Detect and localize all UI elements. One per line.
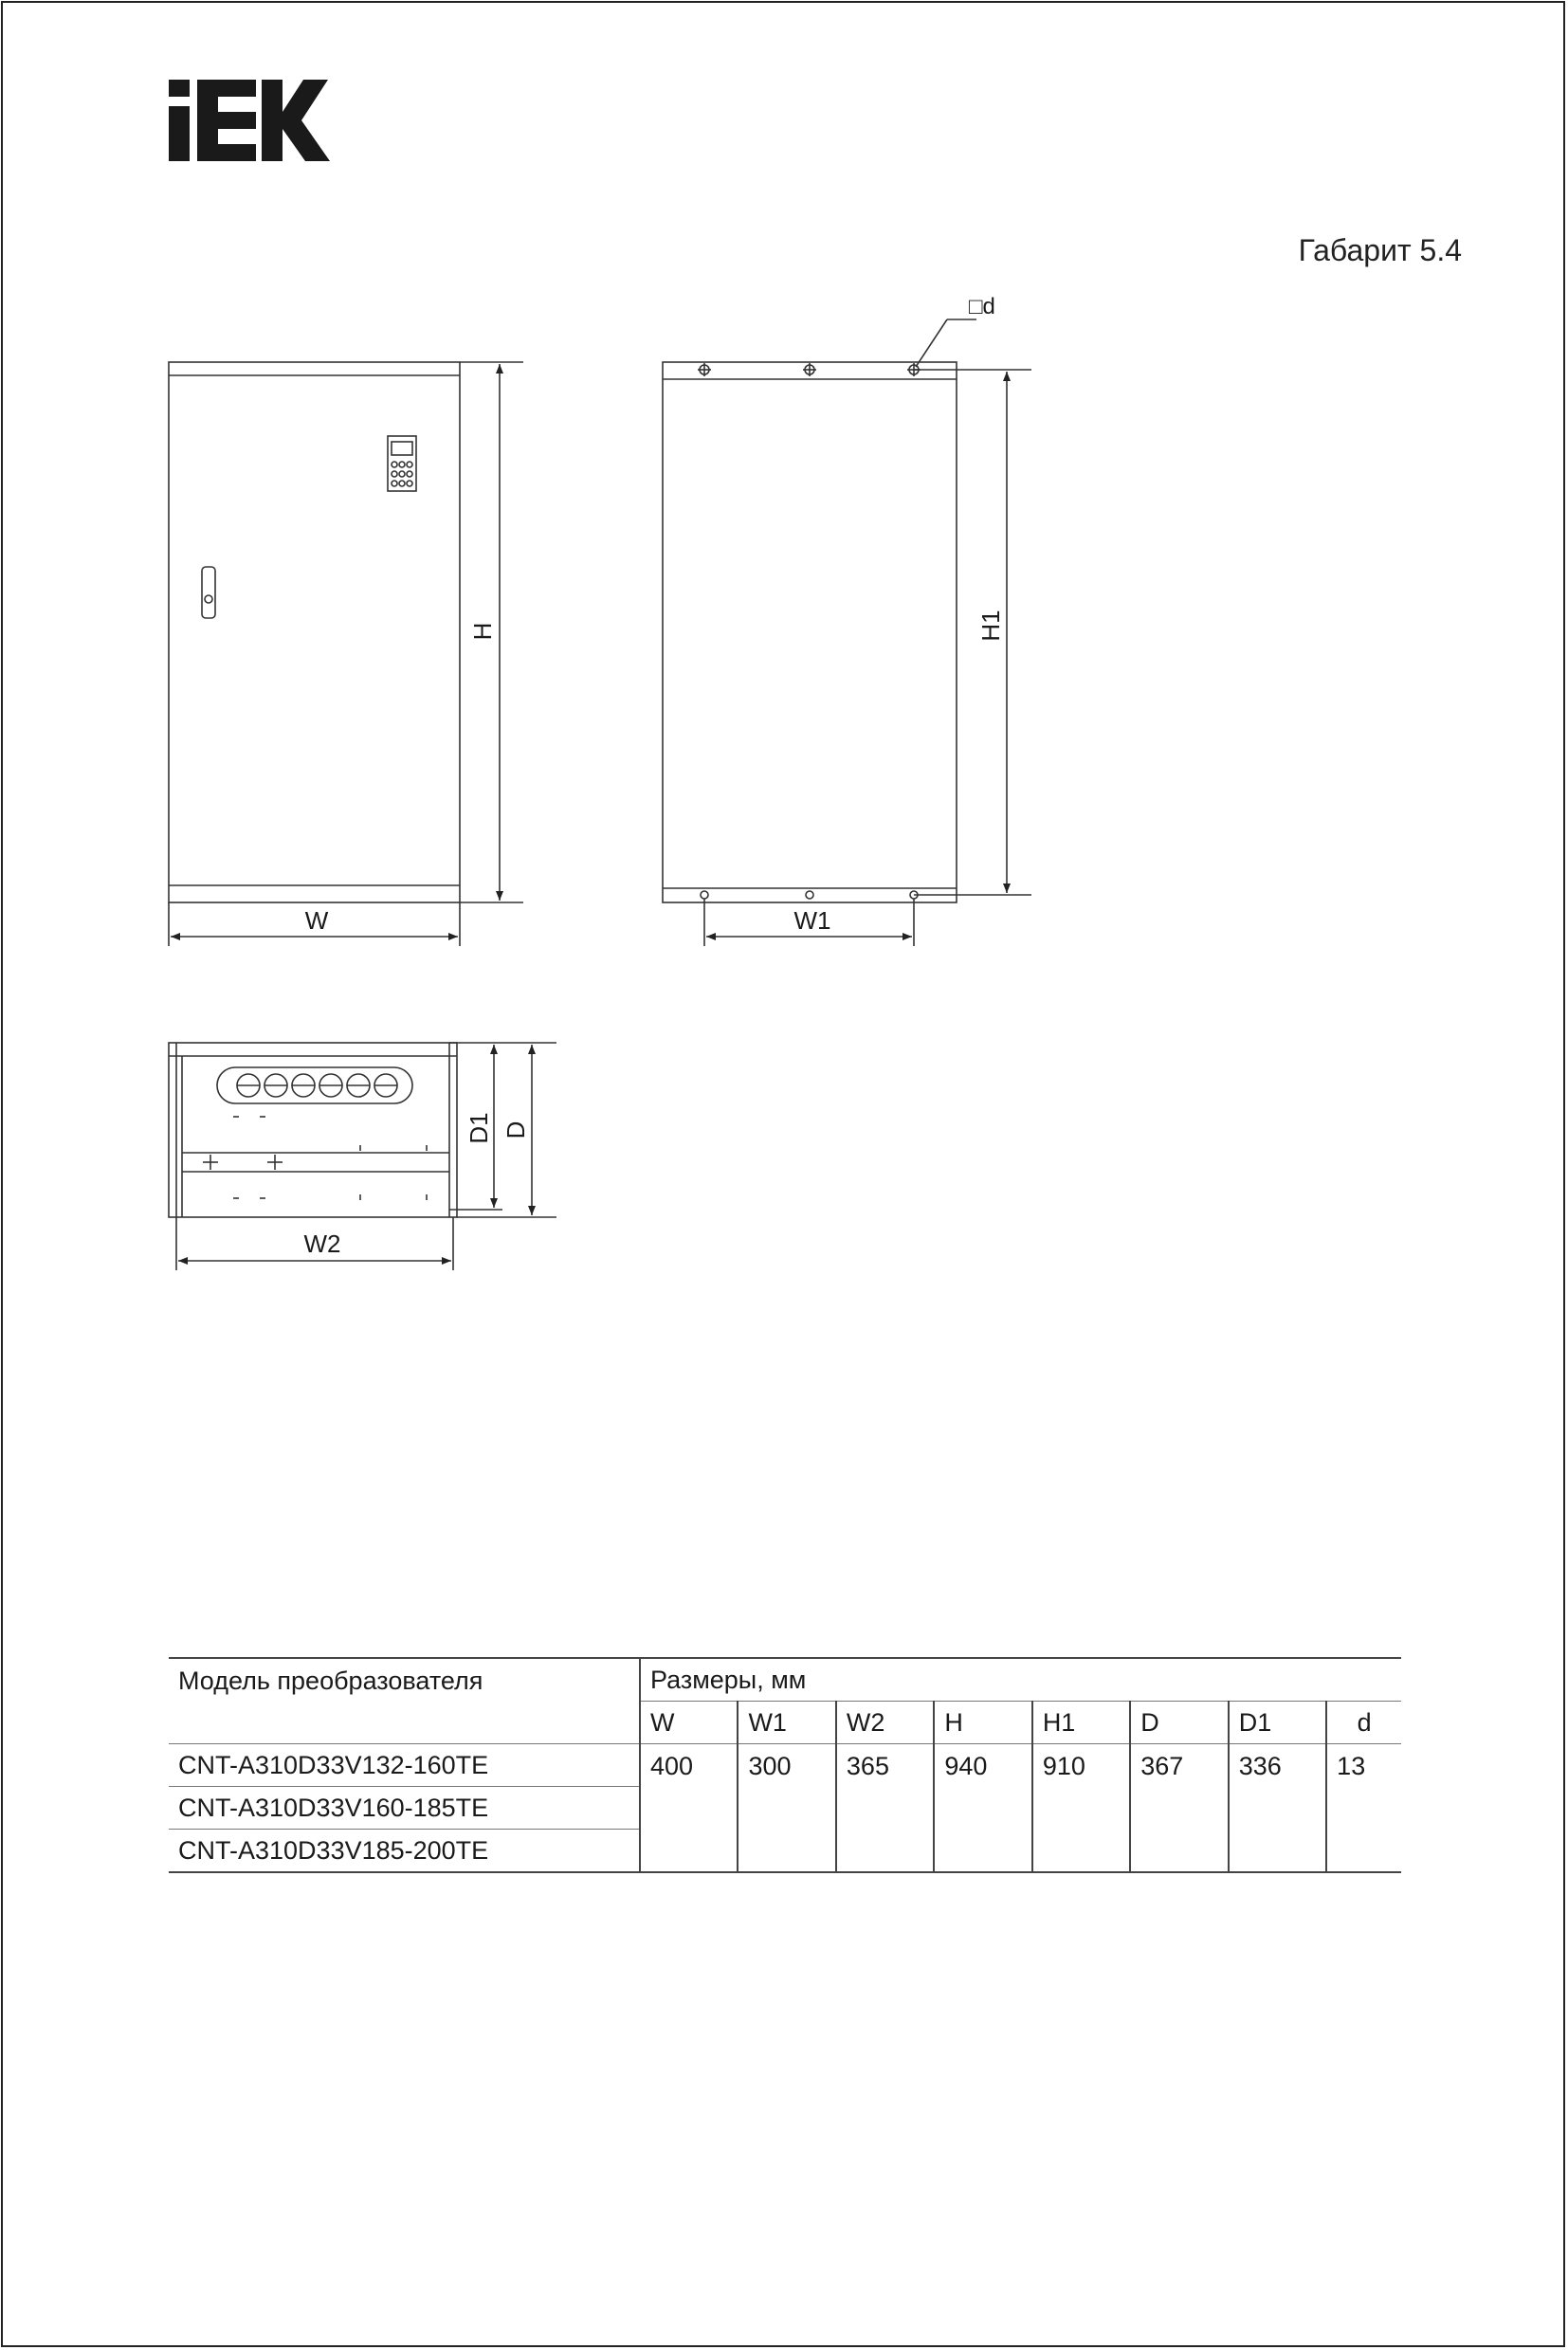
model-row: CNT-A310D33V185-200TE: [169, 1830, 640, 1873]
value-h1: 910: [1032, 1744, 1130, 1873]
value-w2: 365: [836, 1744, 934, 1873]
value-d-hole: 13: [1326, 1744, 1401, 1873]
dims-header: Размеры, мм: [640, 1658, 1401, 1702]
model-header: Модель преобразователя: [169, 1658, 640, 1744]
label-w: W: [304, 906, 329, 935]
label-w2: W2: [303, 1230, 341, 1258]
col-d-hole: d: [1326, 1702, 1401, 1744]
value-h: 940: [934, 1744, 1031, 1873]
label-h1: H1: [976, 610, 1005, 642]
value-d1: 336: [1229, 1744, 1326, 1873]
label-h: H: [468, 622, 497, 641]
model-row: CNT-A310D33V160-185TE: [169, 1787, 640, 1830]
col-h1: H1: [1032, 1702, 1130, 1744]
col-d: D: [1130, 1702, 1228, 1744]
bottom-view: [169, 1043, 556, 1270]
gabarit-label: Габарит 5.4: [1298, 233, 1462, 267]
label-d-hole: □d: [969, 294, 995, 319]
front-view: [169, 362, 523, 946]
label-w1: W1: [793, 906, 831, 935]
label-d: D: [501, 1120, 530, 1139]
label-d1: D1: [465, 1112, 493, 1144]
col-w2: W2: [836, 1702, 934, 1744]
model-row: CNT-A310D33V132-160TE: [169, 1744, 640, 1787]
value-d: 367: [1130, 1744, 1228, 1873]
value-w1: 300: [738, 1744, 835, 1873]
col-d1: D1: [1229, 1702, 1326, 1744]
col-w: W: [640, 1702, 738, 1744]
value-w: 400: [640, 1744, 738, 1873]
col-h: H: [934, 1702, 1031, 1744]
dimensions-table: [169, 1657, 1401, 1873]
col-w1: W1: [738, 1702, 835, 1744]
